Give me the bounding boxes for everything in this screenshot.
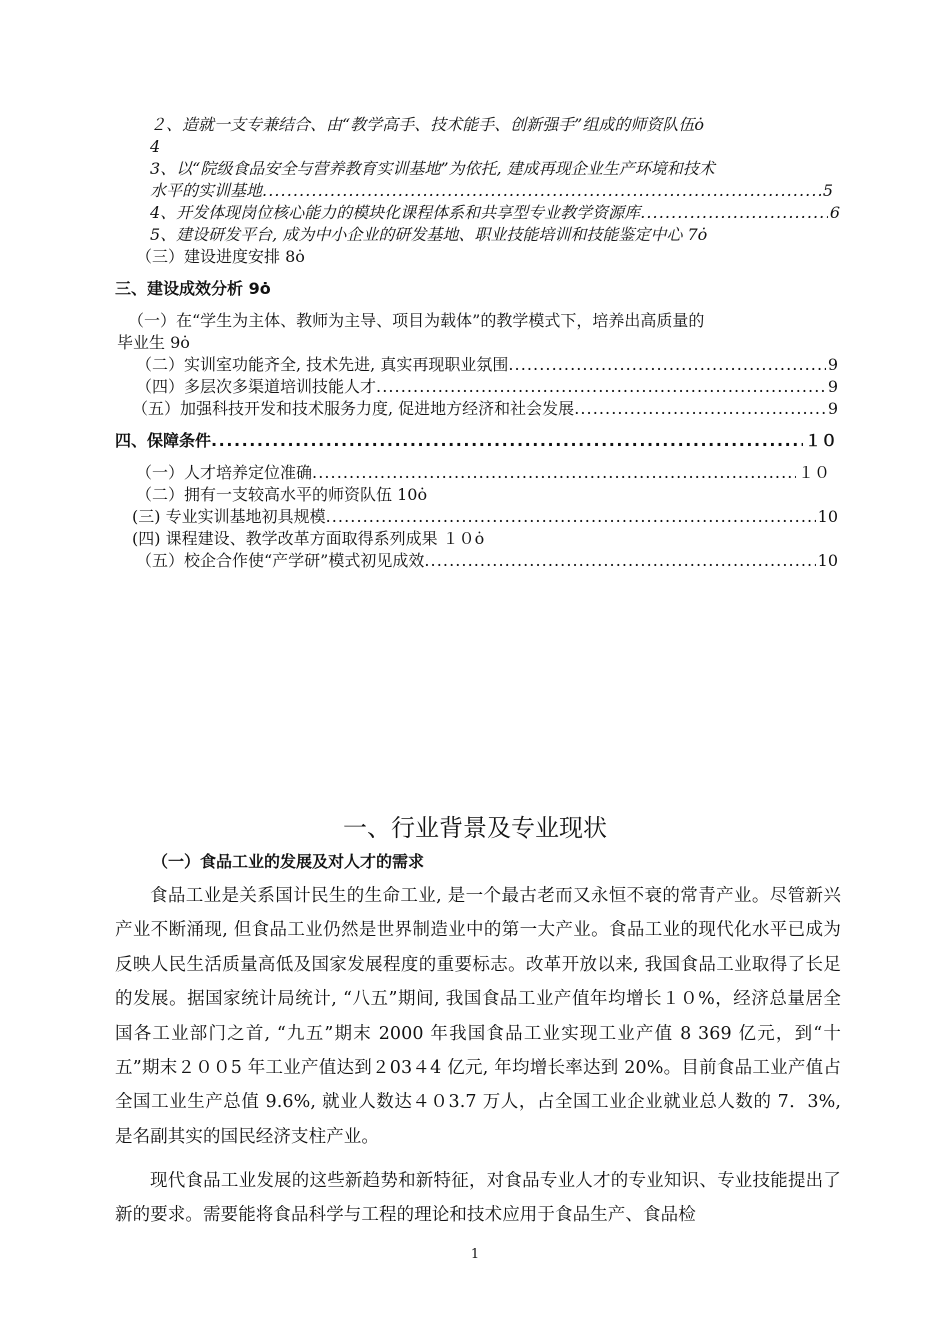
toc-section-4[interactable] xyxy=(115,430,837,452)
toc-item-2-mark: ȯ xyxy=(694,115,705,134)
toc-s4-5[interactable] xyxy=(136,550,838,572)
toc-s3-1-line1[interactable]: （一）在“学生为主体、教师为主导、项目为载体”的教学模式下，培养出高质量的 xyxy=(128,311,705,330)
toc-item-2[interactable] xyxy=(150,114,704,136)
toc-leader xyxy=(574,398,826,420)
toc-leader xyxy=(424,550,815,572)
toc-s4-3-page: 10 xyxy=(817,507,838,526)
body-paragraph-1: 食品工业是关系国计民生的生命工业, 是一个最古老而又永恒不衰的常青产业。尽管新兴产业不断涌现, 但食品工业仍然是世界制造业中的第一大产业。食品工业的现代化水平已成为反映人民生活质量高低及国家发展程度的重要标志。改革开放以来, 我国食品工业取得了长足的发展。据国家统计局统计, “八五”期间, 我国食品工业产值年均增长１０%，经济总量居全国各工业部门之首, “九五”期末 2000 年我国食品工业实现工业产值 8 369 亿元，到“十五”期末２００5 年工业产值达到２03４4 亿元, 年均增长率达到 20%。目前食品工业产值占全国工业生产总值 9.6%, 就业人数达４０3.7 万人，占全国工业企业就业总人数的 7．3%, 是名副其实的国民经济支柱产业。 xyxy=(115,886,841,1147)
section-heading: 一、行业背景及专业现状 xyxy=(343,814,607,842)
toc-leader xyxy=(326,506,816,528)
toc-s4-5-text: （五）校企合作使“产学研”模式初见成效 xyxy=(136,551,425,570)
toc-s3-1-line2[interactable]: 毕业生 9ȯ xyxy=(117,333,190,352)
toc-leader xyxy=(211,430,803,452)
toc-leader xyxy=(376,376,826,398)
toc-item-4-page: 6 xyxy=(829,203,840,222)
toc-s3-2-page: 9 xyxy=(827,355,838,374)
toc-section-3[interactable]: 三、建设成效分析 9ȯ xyxy=(115,279,271,298)
toc-s4-3[interactable] xyxy=(132,506,838,528)
toc-leader xyxy=(262,180,821,202)
toc-s4-4[interactable]: (四) 课程建设、教学改革方面取得系列成果 １０ȯ xyxy=(132,529,485,548)
toc-item-3-line2[interactable] xyxy=(150,180,833,202)
toc-s3-5-text: （五）加强科技开发和技术服务力度, 促进地方经济和社会发展 xyxy=(132,399,575,418)
toc-s3-4-page: 9 xyxy=(827,377,838,396)
toc-s4-2[interactable]: （二）拥有一支较高水平的师资队伍 10ȯ xyxy=(136,485,428,504)
toc-s3-4[interactable] xyxy=(136,376,838,398)
toc-leader xyxy=(508,354,825,376)
toc-s4-1-page: １０ xyxy=(797,463,830,482)
toc-item-3-line1[interactable]: 3、以“院级食品安全与营养教育实训基地”为依托, 建成再现企业生产环境和技术 xyxy=(150,159,715,178)
toc-section-4-text: 四、保障条件 xyxy=(115,431,212,450)
toc-item-4[interactable] xyxy=(150,202,840,224)
toc-section-4-page: １０ xyxy=(804,431,837,450)
body-paragraph-2: 现代食品工业发展的这些新趋势和新特征，对食品专业人才的专业知识、专业技能提出了新的要求。需要能将食品科学与工程的理论和技术应用于食品生产、食品检 xyxy=(115,1171,841,1226)
toc-item-5[interactable]: 5、建设研发平台, 成为中小企业的研发基地、职业技能培训和技能鉴定中心 7ȯ xyxy=(150,225,708,244)
toc-s3-4-text: （四）多层次多渠道培训技能人才 xyxy=(136,377,377,396)
toc-item-2-page: 4 xyxy=(150,137,161,156)
toc-s4-1[interactable] xyxy=(136,462,830,484)
toc-leader xyxy=(312,462,796,484)
toc-item-3-page: 5 xyxy=(822,181,833,200)
toc-s4-3-text: (三) 专业实训基地初具规模 xyxy=(132,507,326,526)
toc-sub-3[interactable]: （三）建设进度安排 8ȯ xyxy=(136,247,305,266)
page-number: 1 xyxy=(470,1247,480,1262)
toc-item-4-text: 4、开发体现岗位核心能力的模块化课程体系和共享型专业教学资源库 xyxy=(150,203,641,222)
toc-s4-1-text: （一）人才培养定位准确 xyxy=(136,463,313,482)
toc-s3-2[interactable] xyxy=(136,354,838,376)
toc-s3-5[interactable] xyxy=(132,398,838,420)
toc-leader xyxy=(640,202,828,224)
toc-s3-2-text: （二）实训室功能齐全, 技术先进, 真实再现职业氛围 xyxy=(136,355,509,374)
toc-item-2-text: ２、造就一支专兼结合、由“教学高手、技术能手、创新强手”组成的师资队伍 xyxy=(150,115,695,134)
toc-s4-5-page: 10 xyxy=(817,551,838,570)
toc-item-3-text: 水平的实训基地 xyxy=(150,181,263,200)
toc-s3-5-page: 9 xyxy=(827,399,838,418)
subsection-heading: （一）食品工业的发展及对人才的需求 xyxy=(152,852,425,871)
